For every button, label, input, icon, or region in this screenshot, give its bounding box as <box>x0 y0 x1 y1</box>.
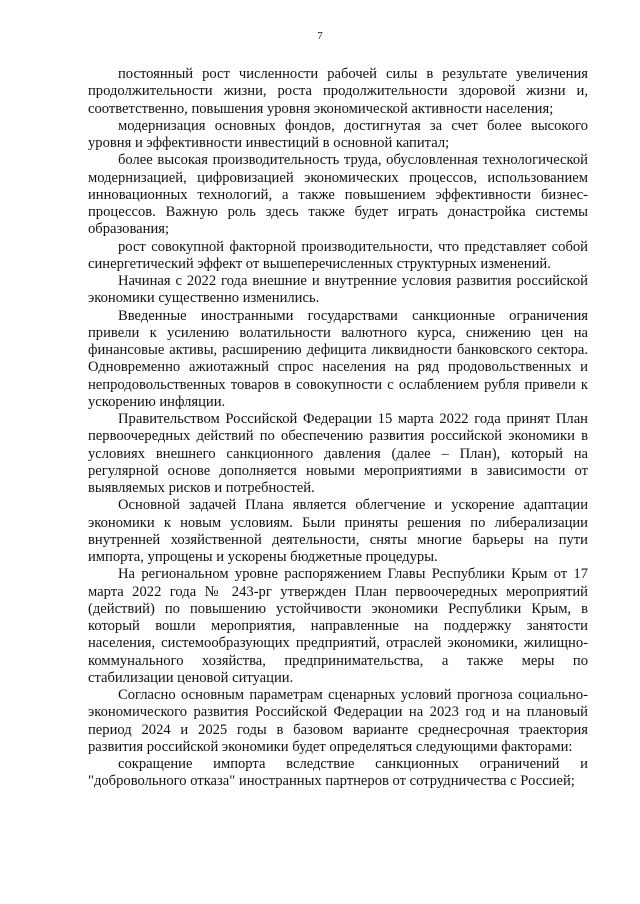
document-body <box>88 66 588 791</box>
paragraph: Начиная с 2022 года внешние и внутренние условия развития российской экономики существенно изменились. <box>88 273 588 307</box>
paragraph: Согласно основным параметрам сценарных условий прогноза социально-экономического развития Российской Федерации на 2023 год и на плановый период 2024 и 2025 годы в базовом варианте среднесрочная траектория развития российской экономики будет определяться следующими факторами: <box>88 687 588 755</box>
paragraph: Основной задачей Плана является облегчение и ускорение адаптации экономики к новым условиям. Были приняты решения по либерализации внутренней хозяйственной деятельности, сняты многие барьеры на пути импорта, упрощены и ускорены бюджетные процедуры. <box>88 497 588 565</box>
paragraph: рост совокупной факторной производительности, что представляет собой синергетический эффект от вышеперечисленных структурных изменений. <box>88 238 588 272</box>
paragraph: более высокая производительность труда, обусловленная технологической модернизацией, цифровизацией экономических процессов, использованием инновационных технологий, а также повышением эффективности бизнес-процессов. Важную роль здесь также будет играть донастройка системы образования; <box>88 152 588 238</box>
paragraph: На региональном уровне распоряжением Главы Республики Крым от 17 марта 2022 года № 243-рг утвержден План первоочередных мероприятий (действий) по повышению устойчивости экономики Республики Крым, в который вошли мероприятия, направленные на поддержку занятости населения, системообразующих предприятий, отраслей экономики, жилищно-коммунального хозяйства, предпринимательства, а также меры по стабилизации ценовой ситуации. <box>88 566 588 686</box>
paragraph: Правительством Российской Федерации 15 марта 2022 года принят План первоочередных действий по обеспечению развития российской экономики в условиях внешнего санкционного давления (далее – План), который на регулярной основе дополняется новыми мероприятиями в зависимости от выявляемых рисков и потребностей. <box>88 411 588 496</box>
page-number: 7 <box>317 30 323 42</box>
paragraph: постоянный рост численности рабочей силы в результате увеличения продолжительности жизни, роста продолжительности здоровой жизни и, соответственно, повышения уровня экономической активности населения; <box>88 66 588 117</box>
paragraph: Введенные иностранными государствами санкционные ограничения привели к усилению волатильности валютного курса, снижению цен на финансовые активы, расширению дефицита ликвидности банковского сектора. Одновременно ажиотажный спрос населения на ряд продовольственных и непродовольственных товаров в совокупности с ослаблением рубля привели к ускорению инфляции. <box>88 307 588 410</box>
paragraph: модернизация основных фондов, достигнутая за счет более высокого уровня и эффективности инвестиций в основной капитал; <box>88 117 588 151</box>
paragraph: сокращение импорта вследствие санкционных ограничений и "добровольного отказа" иностранных партнеров от сотрудничества с Россией; <box>88 756 588 790</box>
